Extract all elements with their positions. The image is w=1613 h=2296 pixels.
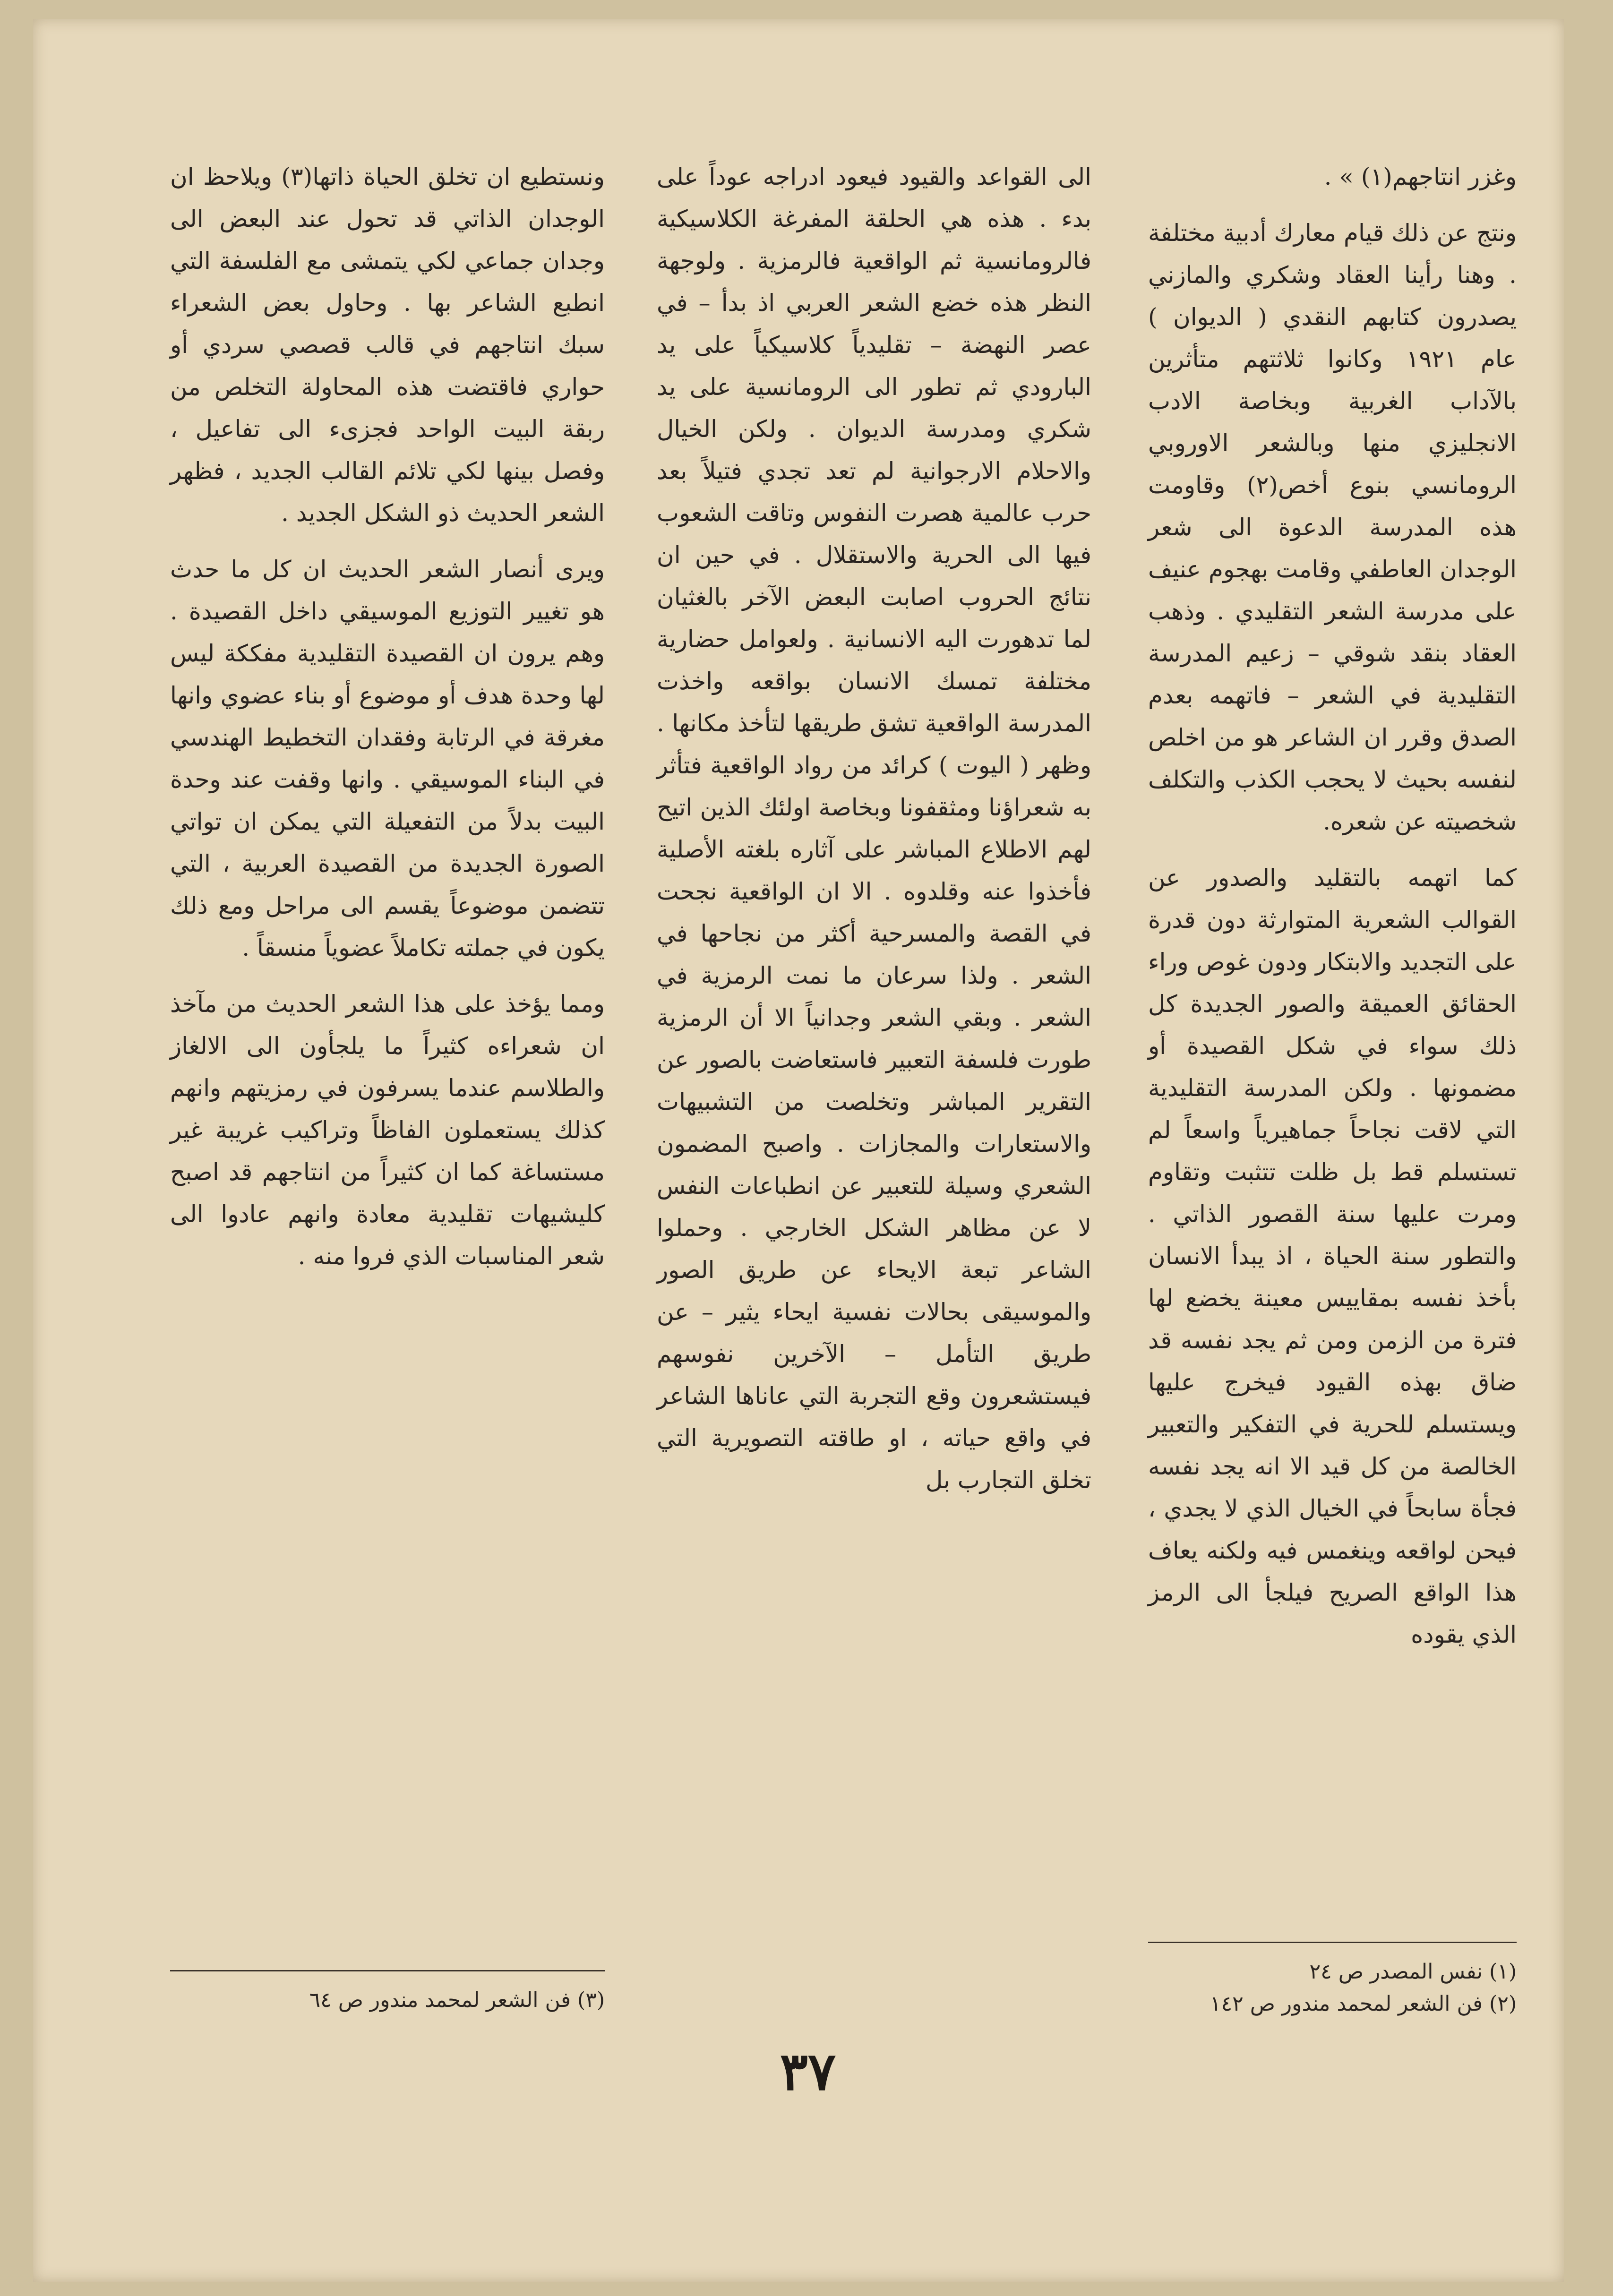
footnote-divider [1148,1942,1517,1943]
text-column-middle [657,156,1091,1516]
footnote: (٢) فن الشعر لمحمد مندور ص ١٤٢ [1210,1992,1517,2016]
paragraph: كما اتهمه بالتقليد والصدور عن القوالب الشعرية المتوارثة دون قدرة على التجديد والابتكار ودون غوص وراء الحقائق العميقة والصور الجديدة كل ذلك سواء في شكل القصيدة أو مضمونها . ولكن المدرسة التقليدية التي لاقت نجاحاً جماهيرياً واسعاً لم تستسلم قط بل ظلت تتثبت وتقاوم ومرت عليها سنة القصور الذاتي . والتطور سنة الحياة ، اذ يبدأ الانسان بأخذ نفسه بمقاييس معينة يخضع لها فترة من الزمن ومن ثم يجد نفسه قد ضاق بهذه القيود فيخرج عليها ويستسلم للحرية في التفكير والتعبير الخالصة من كل قيد الا انه يجد نفسه فجأة سابحاً في الخيال الذي لا يجدي ، فيحن لواقعه وينغمس فيه ولكنه يعاف هذا الواقع الصريح فيلجأ الى الرمز الذي يقوده [1148,864,1517,1648]
paragraph: ونستطيع ان تخلق الحياة ذاتها(٣) ويلاحظ ان الوجدان الذاتي قد تحول عند البعض الى وجدان جماعي لكي يتمشى مع الفلسفة التي انطبع الشاعر بها . وحاول بعض الشعراء سبك انتاجهم في قالب قصصي سردي أو حواري فاقتضت هذه المحاولة التخلص من ربقة البيت الواحد فجزىء الى تفاعيل ، وفصل بينها لكي تلائم القالب الجديد ، فظهر الشعر الحديث ذو الشكل الجديد . [170,163,605,527]
page-number: ٣٧ [780,2041,836,2102]
paragraph: الى القواعد والقيود فيعود ادراجه عوداً على بدء . هذه هي الحلقة المفرغة الكلاسيكية فالرومانسية ثم الواقعية فالرمزية . ولوجهة النظر هذه خضع الشعر العربي اذ بدأ – في عصر النهضة – تقليدياً كلاسيكياً على يد البارودي ثم تطور الى الرومانسية على يد شكري ومدرسة الديوان . ولكن الخيال والاحلام الارجوانية لم تعد تجدي فتيلاً بعد حرب عالمية هصرت النفوس وتاقت الشعوب فيها الى الحرية والاستقلال . في حين ان نتائج الحروب اصابت البعض الآخر بالغثيان لما تدهورت اليه الانسانية . ولعوامل حضارية مختلفة تمسك الانسان بواقعه واخذت المدرسة الواقعية تشق طريقها لتأخذ مكانها . وظهر ( اليوت ) كرائد من رواد الواقعية فتأثر به شعراؤنا ومثقفونا وبخاصة اولئك الذين اتيح لهم الاطلاع المباشر على آثاره بلغته الأصلية فأخذوا عنه وقلدوه . الا ان الواقعية نجحت في القصة والمسرحية أكثر من نجاحها في الشعر . ولذا سرعان ما نمت الرمزية في الشعر . وبقي الشعر وجدانياً الا أن الرمزية طورت فلسفة التعبير فاستعاضت بالصور عن التقرير المباشر وتخلصت من التشبيهات والاستعارات والمجازات . واصبح المضمون الشعري وسيلة للتعبير عن انطباعات النفس لا عن مظاهر الشكل الخارجي . وحملوا الشاعر تبعة الايحاء عن طريق الصور والموسيقى بحالات نفسية ايحاء يثير – عن طريق التأمل – الآخرين نفوسهم فيستشعرون وقع التجربة التي عاناها الشاعر في واقع حياته ، او طاقته التصويرية التي تخلق التجارب بل [657,163,1091,1494]
paragraph: ومما يؤخذ على هذا الشعر الحديث من مآخذ ان شعراءه كثيراً ما يلجأون الى الالغاز والطلاسم عندما يسرفون في رمزيتهم وانهم كذلك يستعملون الفاظاً وتراكيب غريبة غير مستساغة كما ان كثيراً من انتاجهم قد اصبح كليشيهات تقليدية معادة وانهم عادوا الى شعر المناسبات الذي فروا منه . [170,990,605,1270]
text-column-right [1148,156,1517,1670]
footnote: (٣) فن الشعر لمحمد مندور ص ٦٤ [309,1988,605,2012]
paragraph: وغزر انتاجهم(١) » . [1324,163,1517,190]
footnote-divider [170,1970,605,1971]
text-column-left [170,156,605,1292]
footnotes-right [1148,1956,1517,2020]
paragraph: ونتج عن ذلك قيام معارك أدبية مختلفة . وهنا رأينا العقاد وشكري والمازني يصدرون كتابهم النقدي ( الديوان ) عام ١٩٢١ وكانوا ثلاثتهم متأثرين بالآداب الغربية وبخاصة الادب الانجليزي منها وبالشعر الاوروبي الرومانسي بنوع أخص(٢) وقاومت هذه المدرسة الدعوة الى شعر الوجدان العاطفي وقامت بهجوم عنيف على مدرسة الشعر التقليدي . وذهب العقاد بنقد شوقي – زعيم المدرسة التقليدية في الشعر – فاتهمه بعدم الصدق وقرر ان الشاعر هو من اخلص لنفسه بحيث لا يحجب الكذب والتكلف شخصيته عن شعره. [1148,219,1517,835]
paragraph: ويرى أنصار الشعر الحديث ان كل ما حدث هو تغيير التوزيع الموسيقي داخل القصيدة . وهم يرون ان القصيدة التقليدية مفككة ليس لها وحدة هدف أو موضوع أو بناء عضوي وانها مغرقة في الرتابة وفقدان التخطيط الهندسي في البناء الموسيقي . وانها وقفت عند وحدة البيت بدلاً من التفعيلة التي يمكن ان تواتي الصورة الجديدة من القصيدة العربية ، التي تتضمن موضوعاً يقسم الى مراحل ومع ذلك يكون في جملته تكاملاً عضوياً منسقاً . [170,556,605,961]
footnotes-left [170,1984,605,2016]
footnote: (١) نفس المصدر ص ٢٤ [1309,1960,1517,1984]
magazine-page [33,19,1564,2282]
